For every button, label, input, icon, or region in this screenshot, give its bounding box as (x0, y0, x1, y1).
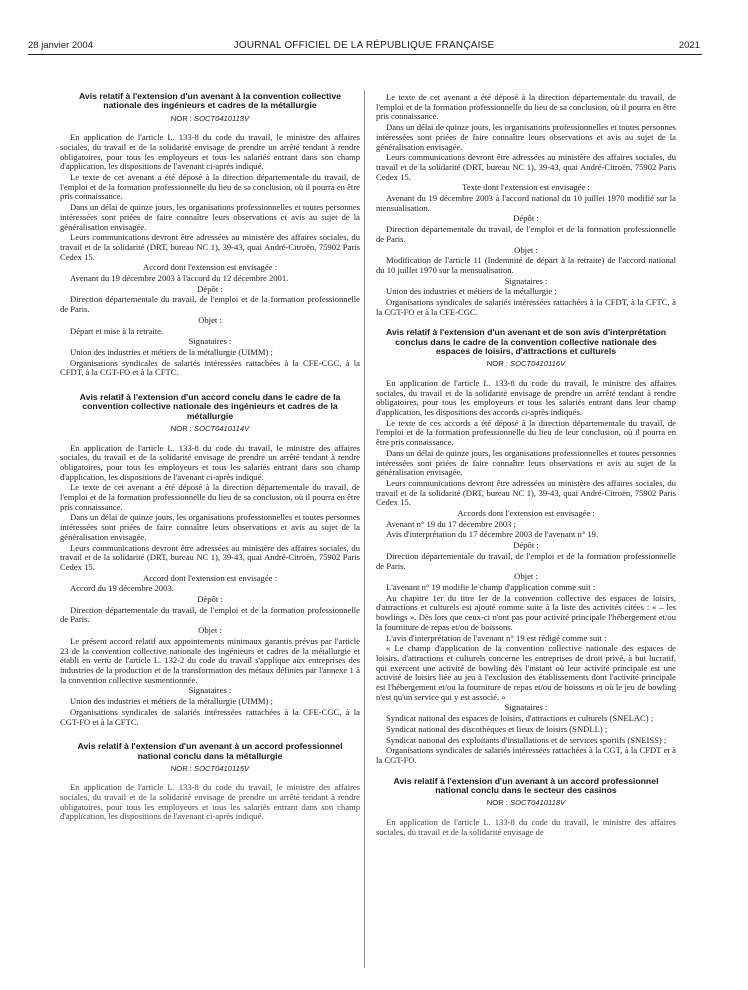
paragraph: Modification de l'article 11 (Indemnité de départ à la retraite) de l'accord national du 10 juillet 1970 sur la mensualisation. (376, 255, 676, 275)
paragraph: Direction départementale du travail, de l'emploi et de la formation professionnelle de Paris. (60, 604, 360, 625)
paragraph: Dans un délai de quinze jours, les organisations professionnelles et toutes personnes intéressées sont priées de faire connaître leurs observations et avis au sujet de la généralisation envisagée. (376, 122, 676, 152)
notice-5 (376, 777, 676, 838)
paragraph: Leurs communications devront être adressées au ministère des affaires sociales, du travail et de la solidarité (DRT, bureau NC 1), 39-43, quai André-Citroën, 75902 Paris Cedex 15. (60, 542, 360, 572)
paragraph: En application de l'article L. 133-8 du code du travail, le ministre des affaires sociales, du travail et de la solidarité envisage de (376, 816, 676, 837)
paragraph: Organisations syndicales de salariés intéressées rattachées à la CFDT, à la CFTC, à la CGT-FO et à la CFE-CGC. (376, 297, 676, 317)
subheading: Signataires : (188, 336, 232, 347)
paragraph: Syndicat national des espaces de loisirs, d'attractions et culturels (SNELAC) ; (386, 713, 654, 724)
subheading: Accord dont l'extension est envisagée : (143, 262, 277, 273)
paragraph: Le présent accord relatif aux appointements minimaux garantis prévus par l'article 23 de la convention collective nationale des ingénieurs et cadres de la métallurgie et établi en vertu de l'article L. 132-2 du code du travail s'applique aux entreprises des industries de la production et de la transformation des métaux définies par l'annexe 1 à la convention collective susmentionnée. (60, 635, 360, 685)
paragraph: Avenant du 19 décembre 2003 à l'accord du 12 décembre 2001. (70, 273, 289, 284)
paragraph: Avenant du 19 décembre 2003 à l'accord national du 10 juillet 1970 modifié sur la mensualisation. (376, 193, 676, 213)
paragraph: Accord du 19 décembre 2003. (70, 583, 174, 594)
paragraph: Le texte de ces accords a été déposé à la direction départementale du travail, de l'emploi et de la formation professionnelle du lieu de leur conclusion, où il pourra en être pris connaissance. (376, 417, 676, 448)
subheading: Signataires : (504, 702, 548, 713)
paragraph: Union des industries et métiers de la métallurgie (UIMM) ; (70, 696, 273, 707)
nor-code: SOCT0410116V (510, 359, 566, 369)
nor-reference: NOR : SOCT0410113V (170, 113, 250, 123)
subheading: Signataires : (504, 275, 548, 286)
header-rule (28, 54, 702, 55)
notice-title: Avis relatif à l'extension d'un avenant et de son avis d'interprétation conclus dans le cadre de la convention collective nationale des espaces de loisirs, d'attractions et culturels (385, 327, 667, 357)
notice-4 (376, 328, 676, 765)
nor-reference: NOR : SOCT0410114V (170, 423, 250, 433)
paragraph: Dans un délai de quinze jours, les organisations professionnelles et toutes personnes intéressées sont priées de faire connaître leurs observations et avis au sujet de la généralisation envisagée. (60, 512, 360, 542)
paragraph: Départ et mise à la retraite. (70, 325, 164, 336)
journal-title: JOURNAL OFFICIEL DE LA RÉPUBLIQUE FRANÇAISE (233, 40, 495, 51)
subheading: Signataires : (188, 685, 232, 696)
subheading: Dépôt : (513, 540, 539, 551)
paragraph: Organisations syndicales de salariés intéressées rattachées à la CFE-CGC, à la CFDT, à la CGT-FO et à la CFTC. (60, 357, 360, 378)
paragraph: Direction départementale du travail, de l'emploi et de la formation professionnelle de Paris. (60, 294, 360, 315)
paragraph: Union des industries et métiers de la métallurgie ; (386, 286, 557, 297)
notice-3 (60, 742, 360, 822)
notice-title: Avis relatif à l'extension d'un avenant à un accord professionnel national conclu dans le secteur des casinos (393, 775, 659, 795)
paragraph: Syndicat national des exploitants d'installations et de services sportifs (SNEISS) ; (386, 734, 667, 745)
paragraph: Avis d'interprétation du 17 décembre 2003 de l'avenant n° 19. (386, 529, 599, 540)
subheading: Dépôt : (197, 283, 223, 294)
paragraph: Le texte de cet avenant a été déposé à la direction départementale du travail, de l'emploi et de la formation professionnelle du lieu de sa conclusion, où il pourra en être pris connaissance. (60, 171, 360, 202)
nor-reference: NOR : SOCT0410116V (486, 359, 566, 369)
paragraph: Direction départementale du travail, de l'emploi et de la formation professionnelle de Paris. (376, 550, 676, 571)
nor-code: SOCT0410118V (510, 798, 566, 808)
nor-code: SOCT0410113V (194, 113, 250, 123)
page-number: 2021 (678, 40, 700, 51)
subheading: Objet : (514, 244, 538, 255)
paragraph: Organisations syndicales de salariés intéressées rattachées à la CFE-CGC, à la CGT-FO et à la CFTC. (60, 706, 360, 727)
paragraph: Dans un délai de quinze jours, les organisations professionnelles et toutes personnes intéressées sont priées de faire connaître leurs observations et avis au sujet de la généralisation envisagée. (60, 202, 360, 232)
paragraph: Leurs communications devront être adressées au ministère des affaires sociales, du travail et de la solidarité (DRT, bureau NC 1), 39-43, quai André-Citroën, 75902 Paris Cedex 15. (376, 152, 676, 182)
spacer (60, 728, 360, 742)
notice-title: Avis relatif à l'extension d'un accord conclu dans le cadre de la convention collective nationale des ingénieurs et cadres de la métallurgie (79, 392, 341, 421)
nor-reference: NOR : SOCT0410118V (486, 798, 566, 808)
subheading: Dépôt : (197, 594, 223, 605)
subheading: Objet : (198, 625, 222, 636)
paragraph: En application de l'article L. 133-8 du code du travail, le ministre des affaires sociales, du travail et de la solidarité envisage de prendre un arrêté tendant à rendre obligatoires, pour tous les employeurs et tous les salariés entrant dans son champ d'application, les dispositions de l'avenant ci-après indiqué. (60, 442, 360, 482)
subheading: Dépôt : (513, 213, 539, 224)
notice-title: Avis relatif à l'extension d'un avenant à un accord professionnel national conclu dans la métallurgie (77, 741, 343, 761)
paragraph: Au chapitre 1er du titre Ier de la convention collective des espaces de loisirs, d'attractions et culturels est ajouté comme suite à la liste des activités citées : « – les bowlings ». Dès lors que ceux-ci n'ont pas pour activité principale l'hébergement et/ou la fourniture de repas et/ou de boissons. (376, 592, 676, 632)
paragraph: Dans un délai de quinze jours, les organisations professionnelles et toutes personnes intéressées sont priées de faire connaître leurs observations et avis au sujet de la généralisation envisagée. (376, 447, 676, 478)
left-column (60, 92, 360, 823)
paragraph: En application de l'article L. 133-8 du code du travail, le ministre des affaires sociales, du travail et de la solidarité envisage de prendre un arrêté tendant à rendre obligatoires, pour tous les employeurs et tous les salariés entrant dans leur champ d'application, les dispositions des accords ci-après indiqués. (376, 377, 676, 418)
paragraph: Organisations syndicales de salariés intéressées rattachées à la CGT, à la CFDT et à la CGT-FO. (376, 745, 676, 765)
notice-1 (60, 92, 360, 378)
header-date: 28 janvier 2004 (28, 40, 93, 51)
paragraph: « Le champ d'application de la convention collective nationale des espaces de loisirs, d'attractions et culturels concerne les entreprises de droit privé, à but lucratif, qui exercent une activité de bowling dès l'instant où leur activité principale est une activité de loisirs liée au jeu à l'exclusion des établissements dont l'activité principale est l'hébergement et/ou la fourniture de repas et/ou de boissons et où le jeu de bowling n'est qu'un service qui y est associé. » (376, 643, 676, 702)
paragraph: Leurs communications devront être adressées au ministère des affaires sociales, du travail et de la solidarité (DRT, bureau NC 1), 39-43, quai André-Citroën, 75902 Paris Cedex 15. (60, 232, 360, 262)
subheading: Accord dont l'extension est envisagée : (143, 572, 277, 583)
paragraph: Syndicat national des discothèques et lieux de loisirs (SNDLL) ; (386, 723, 608, 734)
notice-2 (60, 393, 360, 727)
column-divider (364, 90, 365, 968)
paragraph: Direction départementale du travail, de l'emploi et de la formation professionnelle de Paris. (376, 224, 676, 244)
notice-3-continued (376, 93, 676, 317)
right-column (376, 93, 676, 838)
nor-code: SOCT0410114V (194, 423, 250, 433)
paragraph: L'avis d'interprétation de l'avenant n° 19 est rédigé comme suit : (386, 632, 607, 643)
subheading: Objet : (198, 314, 222, 325)
paragraph: En application de l'article L. 133-8 du code du travail, le ministre des affaires sociales, du travail et de la solidarité envisage de prendre un arrêté tendant à rendre obligatoires, pour tous les employeurs et tous les salariés entrant dans son champ d'application, les dispositions de l'avenant ci-après indiqué. (60, 132, 360, 172)
paragraph: L'avenant n° 19 modifie le champ d'application comme suit : (386, 582, 596, 592)
nor-reference: NOR : SOCT0410115V (170, 763, 250, 773)
spacer (60, 379, 360, 393)
paragraph: Le texte de cet avenant a été déposé à la direction départementale du travail, de l'emploi et de la formation professionnelle du lieu de sa conclusion, où il pourra en être pris connaissance. (376, 92, 676, 122)
subheading: Accords dont l'extension est envisagée : (457, 508, 595, 519)
subheading: Texte dont l'extension est envisagée : (462, 182, 590, 193)
paragraph: En application de l'article L. 133-8 du code du travail, le ministre des affaires sociales, du travail et de la solidarité envisage de prendre un arrêté tendant à rendre obligatoires, pour tous les employeurs et tous les salariés entrant dans son champ d'application, les dispositions de l'avenant ci-après indiqué. (60, 782, 360, 822)
nor-code: SOCT0410115V (194, 763, 250, 773)
subheading: Objet : (514, 571, 538, 582)
paragraph: Avenant n° 19 du 17 décembre 2003 ; (386, 518, 517, 529)
paragraph: Leurs communications devront être adressées au ministère des affaires sociales, du travail et de la solidarité (DRT, bureau NC 1), 39-43, quai André-Citroën, 75902 Paris Cedex 15. (376, 477, 676, 508)
paragraph: Le texte de cet avenant a été déposé à la direction départementale du travail, de l'emploi et de la formation professionnelle du lieu de sa conclusion, où il pourra en être pris connaissance. (60, 482, 360, 512)
notice-title: Avis relatif à l'extension d'un avenant à la convention collective nationale des ingénieurs et cadres de la métallurgie (78, 91, 342, 111)
paragraph: Union des industries et métiers de la métallurgie (UIMM) ; (70, 346, 273, 357)
